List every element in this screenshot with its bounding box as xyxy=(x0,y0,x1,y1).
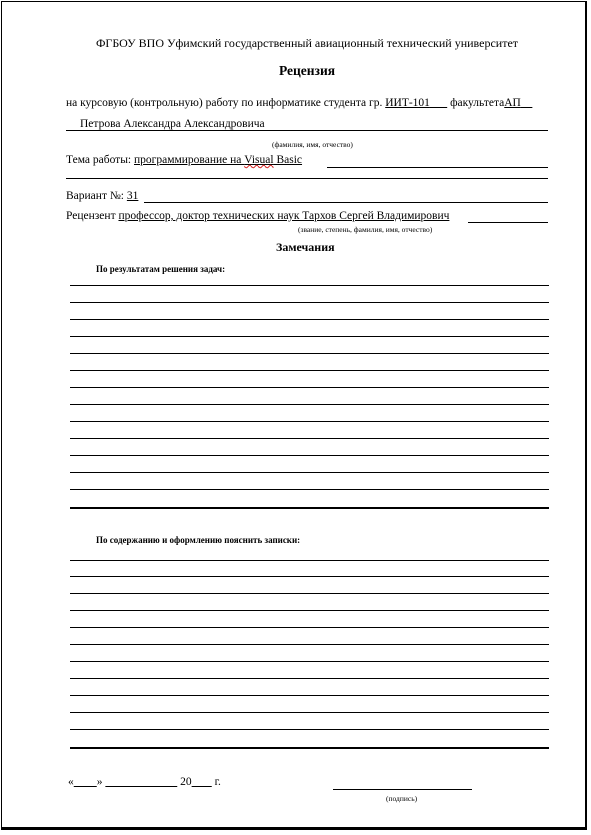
student-name-underline xyxy=(66,130,548,131)
student-name[interactable]: Петрова Александра Александровича xyxy=(80,118,265,130)
signature-line[interactable] xyxy=(333,789,472,790)
work-line xyxy=(66,97,532,109)
group-field[interactable]: ИИТ-101 xyxy=(385,97,430,109)
faculty-field[interactable]: АП xyxy=(504,97,521,109)
reviewer-caption: (звание, степень, фамилия, имя, отчество) xyxy=(298,225,433,234)
topic-label: Тема работы: xyxy=(66,154,132,166)
section1-lines[interactable] xyxy=(70,285,549,515)
faculty-label: факультета xyxy=(450,97,505,109)
signature-caption: (подпись) xyxy=(386,794,418,803)
work-line-prefix: на курсовую (контрольную) работу по информатике студента гр. xyxy=(66,97,383,109)
variant-line xyxy=(66,190,138,202)
quote-close: » xyxy=(96,776,103,788)
year-field[interactable] xyxy=(192,776,212,788)
topic-field[interactable]: программирование на Visual Basic xyxy=(134,154,303,166)
section2-lines[interactable] xyxy=(70,560,549,755)
date-line xyxy=(68,776,221,788)
document-title: Рецензия xyxy=(278,63,336,78)
reviewer-line xyxy=(66,210,449,222)
reviewer-label: Рецензент xyxy=(66,210,116,222)
quote-open: « xyxy=(68,776,74,788)
remarks-title: Замечания xyxy=(276,240,335,254)
variant-field[interactable]: 31 xyxy=(126,190,139,202)
review-form-page xyxy=(1,1,587,830)
student-caption: (фамилия, имя, отчество) xyxy=(272,140,353,149)
reviewer-underline-tail xyxy=(468,222,548,223)
year-prefix: 20 xyxy=(180,776,192,788)
section1-label: По результатам решения задач: xyxy=(96,264,226,274)
organization-header: ФГБОУ ВПО Уфимский государственный авиационный технический университет xyxy=(95,36,519,50)
variant-label: Вариант №: xyxy=(66,190,125,202)
month-field[interactable] xyxy=(105,776,177,788)
day-field[interactable] xyxy=(74,776,97,788)
year-suffix: г. xyxy=(214,776,221,788)
section2-label: По содержанию и оформлению пояснить записки: xyxy=(96,535,301,545)
reviewer-field[interactable]: профессор, доктор технических наук Тархов Сергей Владимирович xyxy=(118,210,450,222)
topic-line xyxy=(66,154,302,166)
topic-extra-line[interactable] xyxy=(66,178,548,179)
variant-underline xyxy=(144,202,548,203)
topic-underline-tail xyxy=(327,167,548,168)
